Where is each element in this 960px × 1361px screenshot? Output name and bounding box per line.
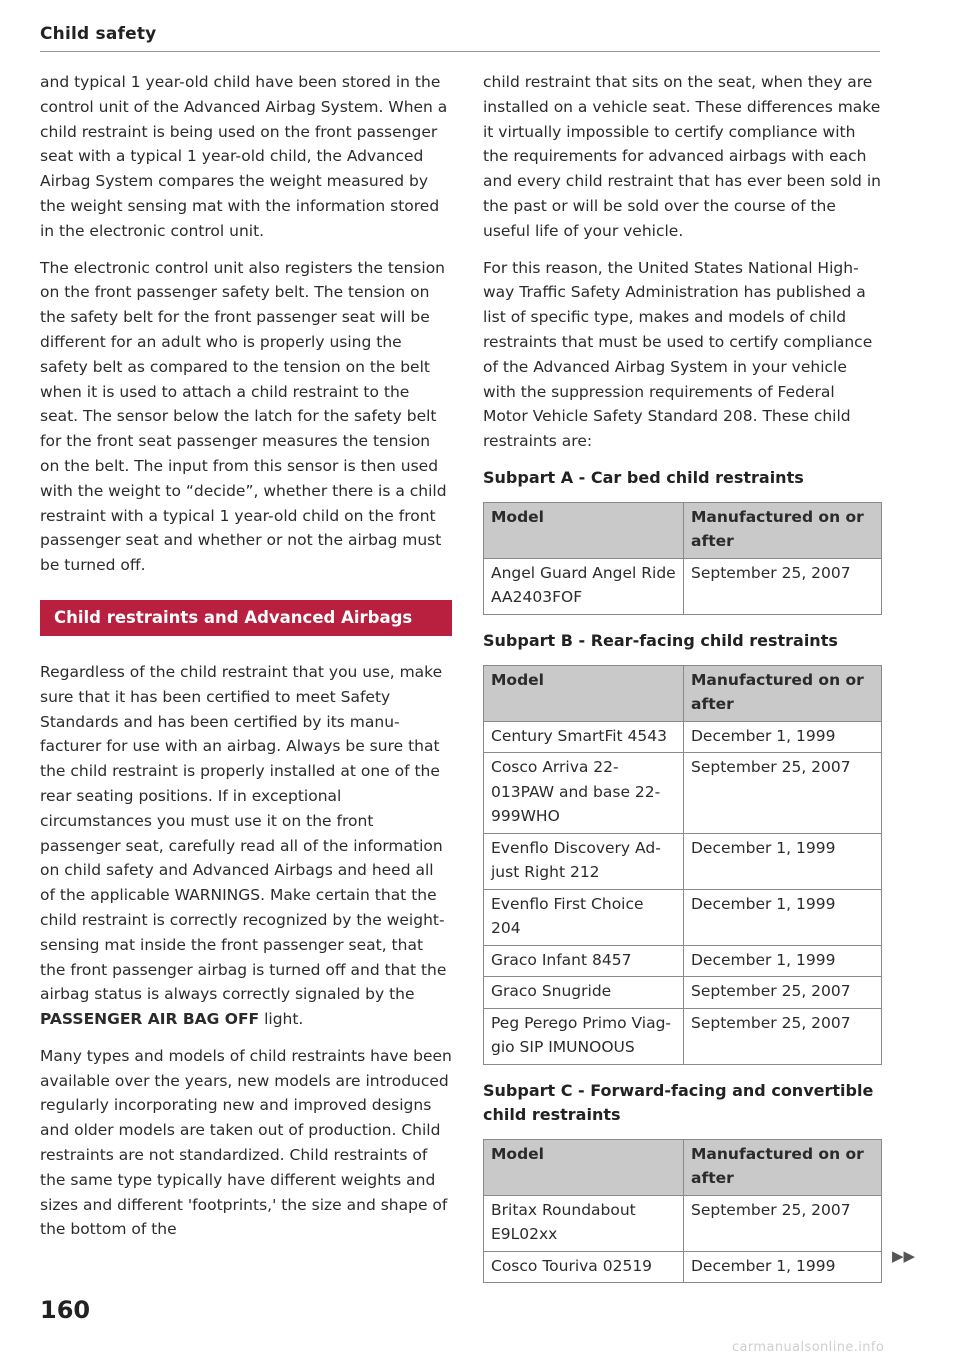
model-cell: Graco Infant 8457 — [484, 945, 684, 977]
restraint-table-subpart-a — [483, 502, 882, 615]
section-banner: Child restraints and Advanced Airbags — [40, 600, 452, 636]
table-row — [484, 945, 882, 977]
column-header-model: Model — [484, 665, 684, 721]
body-paragraph: and typical 1 year-old child have been stored in the control unit of the Advanced Airbag System. When a child restraint is being used on the front passenger seat with a typical 1 year-old child, the Advanced Airbag System compares the weight measured by the weight sensing mat with the information stored in the electronic control unit. — [40, 73, 448, 240]
model-cell: Graco Snugride — [484, 977, 684, 1009]
model-cell: Cosco Arriva 22-013PAW and base 22-999WHO — [484, 753, 684, 834]
table-row — [484, 753, 882, 834]
column-header-model: Model — [484, 502, 684, 558]
paragraph-text: Regardless of the child restraint that you use, make sure that it has been certified to meet Safety Standards and has been certified by its manufacturer for use with an airbag. Always be sure that the child restraint is properly installed at one of the rear seating positions. If in exceptional circumstances you must use it on the front passenger seat, carefully read all of the information on child safety and Advanced Airbags and heed all of the applicable WARNINGS. Make certain that the child restraint is correctly recognized by the weight-sensing mat inside the front passenger seat, that the front passenger airbag is turned off and that the airbag status is always correctly signaled by the — [40, 662, 447, 1004]
paragraph-text: light. — [259, 1010, 304, 1029]
date-cell: December 1, 1999 — [684, 889, 882, 945]
date-cell: September 25, 2007 — [684, 558, 882, 614]
date-cell: December 1, 1999 — [684, 945, 882, 977]
body-paragraph — [40, 660, 452, 1032]
body-paragraph: The electronic control unit also registers the tension on the front passenger safety belt. The tension on the safety belt for the front passenger seat will be different for an adult who is properly using the safety belt as compared to the tension on the belt when it is used to attach a child restraint to the seat. The sensor below the latch for the safety belt for the front seat passenger measures the tension on the belt. The input from this sensor is then used with the weight to “decide”, whether there is a child restraint with a typical 1 year-old child on the front passenger seat and whether or not the airbag must be turned off. — [40, 258, 447, 575]
table-row — [484, 1195, 882, 1251]
page-number: 160 — [40, 1296, 91, 1324]
table-heading-subpart-a: Subpart A - Car bed child restraints — [483, 467, 804, 487]
table-row — [484, 558, 882, 614]
column-header-date: Manufactured on or after — [684, 665, 882, 721]
model-cell: Angel Guard Angel Ride AA2403FOF — [484, 558, 684, 614]
table-row — [484, 889, 882, 945]
model-cell: Evenflo Discovery Adjust Right 212 — [484, 833, 684, 889]
table-row — [484, 977, 882, 1009]
table-row — [484, 1008, 882, 1064]
table-row — [484, 721, 882, 753]
table-header-row — [484, 665, 882, 721]
column-header-date: Manufactured on or after — [684, 1139, 882, 1195]
column-header-date: Manufactured on or after — [684, 502, 882, 558]
body-paragraph: For this reason, the United States National Highway Traffic Safety Administration has published a list of specific type, makes and models of child restraints that must be used to certify compliance of the Advanced Airbag System in your vehicle with the suppression requirements of Federal Motor Vehicle Safety Standard 208. These child restraints are: — [483, 258, 873, 451]
left-column — [40, 70, 452, 1254]
restraint-table-subpart-b — [483, 665, 882, 1065]
model-cell: Cosco Touriva 02519 — [484, 1251, 684, 1283]
model-cell: Britax Roundabout E9L02xx — [484, 1195, 684, 1251]
table-row — [484, 1251, 882, 1283]
model-cell: Evenflo First Choice 204 — [484, 889, 684, 945]
table-heading-subpart-b: Subpart B - Rear-facing child restraints — [483, 630, 838, 650]
restraint-table-subpart-c — [483, 1139, 882, 1284]
right-column — [483, 70, 883, 1297]
table-row — [484, 833, 882, 889]
date-cell: December 1, 1999 — [684, 721, 882, 753]
model-cell: Peg Perego Primo Viaggio SIP IMUNOOUS — [484, 1008, 684, 1064]
triangle-right-icon: ▶▶ — [892, 1247, 916, 1265]
table-header-row — [484, 502, 882, 558]
date-cell: September 25, 2007 — [684, 1008, 882, 1064]
page-header-title: Child safety — [40, 24, 157, 44]
date-cell: December 1, 1999 — [684, 833, 882, 889]
date-cell: September 25, 2007 — [684, 753, 882, 834]
body-paragraph: child restraint that sits on the seat, when they are installed on a vehicle seat. These differences make it virtually impossible to certify compliance with the requirements for advanced airbags with each and every child restraint that has ever been sold in the past or will be sold over the course of the useful life of your vehicle. — [483, 73, 881, 240]
header-rule — [40, 51, 880, 52]
table-heading-subpart-c: Subpart C - Forward-facing and convertible child restraints — [483, 1080, 874, 1124]
table-header-row — [484, 1139, 882, 1195]
watermark: carmanualsonline.info — [732, 1340, 885, 1355]
column-header-model: Model — [484, 1139, 684, 1195]
body-paragraph: Many types and models of child restraints have been available over the years, new models are introduced regularly incorporating new and improved designs and older models are taken out of production. Child restraints are not standardized. Child restraints of the same type typically have different weights and sizes and different 'footprints,' the size and shape of the bottom of the — [40, 1046, 452, 1239]
model-cell: Century SmartFit 4543 — [484, 721, 684, 753]
date-cell: September 25, 2007 — [684, 1195, 882, 1251]
date-cell: September 25, 2007 — [684, 977, 882, 1009]
warning-light-label: PASSENGER AIR BAG OFF — [40, 1010, 260, 1029]
date-cell: December 1, 1999 — [684, 1251, 882, 1283]
